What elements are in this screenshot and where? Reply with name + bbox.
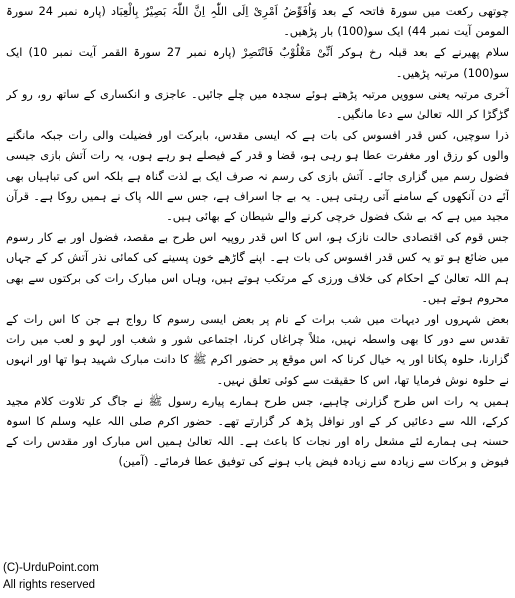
paragraph-conclusion: ہمیں یہ رات اس طرح گزارنی چاہیے، جس طرح ہمارے پیارے رسول ﷺ نے جاگ کر تلاوت کلام مجید کرکے، اللہ سے دعائیں کر کے اور نوافل پڑھ کر گزارتے تھے۔ حضور اکرم صلی اللہ علیہ وسلم کا اسوہ حسنہ ہی ہمارے لئے مشعل راہ اور نجات کا باعث ہے۔ اللہ تعالیٰ ہمیں اس مبارک اور مقدس رات کے فیوض و برکات سے زیادہ سے زیادہ فیض یاب ہونے کی توفیق عطا فرمائے۔ (آمین) (6, 394, 509, 469)
paragraph-fireworks: ذرا سوچیں، کس قدر افسوس کی بات ہے کہ ایسی مقدس، بابرکت اور فضیلت والی رات جبکہ مانگنے والوں کو رزق اور مغفرت عطا ہو رہی ہو، قضا و قدر کے فیصلے ہو رہے ہوں، یہ رات آتش بازی جیسی فضول رسم میں گزاری جائے۔ آتش بازی کی رسم نہ صرف ایک بے لذت گناہ ہے بلکہ اس کی تباہیاں بھی آئے دن آنکھوں کے سامنے آتی رہتی ہیں۔ یہ بے جا اسراف ہے، جس سے اللہ پاک نے ہمیں روکا ہے۔ قرآن مجید میں ہے کہ بے شک فضول خرچی کرنے والے شیطان کے بھائی ہیں۔ (6, 129, 509, 224)
paragraph-after-salam: سلام پھیرنے کے بعد قبلہ رخ ہوکر اَنِّیْ مَغْلُوْبٌ فَانْتَصِرْ (پارہ نمبر 27 سورۃ القمر آیت نمبر 10) ایک سو(100) مرتبہ پڑھیں۔ (6, 46, 509, 80)
footer (3, 560, 303, 594)
paragraph-customs: بعض شہروں اور دیہات میں شب برات کے نام پر بعض ایسی رسوم کا رواج ہے جن کا اس رات کے تقدس سے دور کا بھی واسطہ نہیں، مثلاً چراغاں کرنا، اجتماعی شور و شغب اور لہو و لعب میں رات گزارنا، حلوہ پکانا اور یہ خیال کرنا کہ اس موقع پر حضور اکرم ﷺ کا دانت مبارک شہید ہوا تھا اور انہوں نے حلوہ نوش فرمایا تھا، اس کا حقیقت سے کوئی تعلق نہیں۔ (6, 313, 509, 387)
paragraph-economy: جس قوم کی اقتصادی حالت نازک ہو، اس کا اس قدر روپیہ اس طرح بے مقصد، فضول اور بے کار رسوم میں ضائع ہو تو یہ کس قدر افسوس کی بات ہے۔ اپنے گاڑھے خون پسینے کی کمائی نذر آتش کر کے جہاں ہم اللہ تعالیٰ کے احکام کی خلاف ورزی کے مرتکب ہوتے ہیں، وہاں اس مبارک رات کی برکتوں سے بھی محروم ہوتے ہیں۔ (6, 231, 509, 305)
paragraph-fourth-rakat: چوتھی رکعت میں سورۃ فاتحہ کے بعد وَاُفَوِّضُ اَمْرِیْ اِلَی اللّٰہِ اِنَّ اللّٰہَ بَصِیْرٌ بِالْعِبَاد (پارہ نمبر 24 سورۃ المومن آیت نمبر 44) ایک سو(100) بار پڑھیں۔ (6, 5, 509, 39)
rights-notice: All rights reserved (3, 579, 96, 591)
paragraph-final-sajda: آخری مرتبہ یعنی سوویں مرتبہ پڑھتے ہوئے سجدہ میں چلے جائیں۔ عاجزی و انکساری کے ساتھ رو، رو کر گڑگڑا کر اللہ تعالیٰ سے دعا مانگیں۔ (6, 87, 509, 122)
copyright-source: (C)-UrduPoint.com (3, 562, 99, 574)
article-body (6, 2, 509, 558)
